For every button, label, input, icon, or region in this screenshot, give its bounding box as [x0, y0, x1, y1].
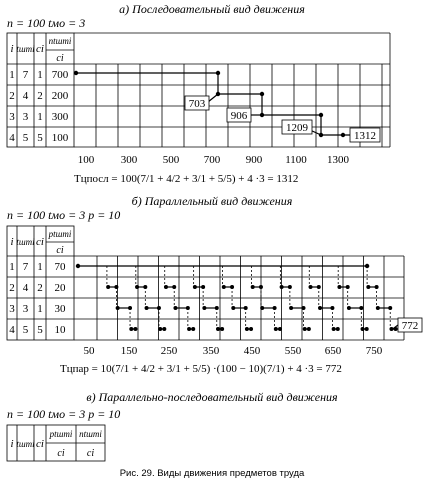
batch-start-dot — [106, 285, 110, 289]
b-tick: 750 — [365, 345, 383, 357]
a-row-2-t: 4 — [22, 90, 29, 102]
batch-end-dot — [162, 327, 166, 331]
a-header-ntc: ci — [56, 53, 64, 64]
b-row-3-c: 1 — [37, 303, 43, 315]
a-row-3-c: 1 — [37, 111, 43, 123]
a-row-1-i: 1 — [9, 69, 15, 81]
b-axis-ticks — [84, 345, 383, 357]
batch-start-dot — [347, 306, 351, 310]
a-tick: 1100 — [285, 154, 307, 166]
batch-start-dot — [158, 327, 162, 331]
batch-end-dot — [191, 327, 195, 331]
batch-start-dot — [309, 285, 313, 289]
batch-start-dot — [260, 306, 264, 310]
batch-start-dot — [245, 327, 249, 331]
b-tick: 650 — [324, 345, 342, 357]
b-row-4 — [9, 324, 66, 336]
batch-end-dot — [336, 327, 340, 331]
b-header-pt: ptштi — [48, 229, 72, 239]
batch-start-dot — [289, 306, 293, 310]
a-row-2-i: 2 — [9, 90, 15, 102]
c-header-t: tштi — [16, 439, 35, 449]
a-tick: 500 — [162, 154, 180, 166]
section-b-formula: Tцпар = 10(7/1 + 4/2 + 3/1 + 5/5) ·(100 − 10)(7/1) + 4 ·3 = 772 — [60, 363, 342, 375]
a-tick: 700 — [203, 154, 221, 166]
b-tick: 150 — [120, 345, 138, 357]
batch-start-dot — [303, 327, 307, 331]
b-row-2-i: 2 — [9, 282, 15, 294]
b-header-c: ci — [36, 236, 44, 248]
b-tick: 250 — [160, 345, 178, 357]
batch-start-dot — [173, 306, 177, 310]
a-header-i: i — [10, 43, 14, 55]
batch-end-dot — [133, 327, 137, 331]
a-tick: 300 — [120, 154, 138, 166]
batch-start-dot — [318, 306, 322, 310]
b-row-4-val: 10 — [54, 324, 66, 336]
batch-start-dot — [337, 285, 341, 289]
b-row-2-t: 4 — [22, 282, 29, 294]
section-c-title: в) Параллельно-последовательный вид движения — [86, 390, 338, 404]
batch-start-dot — [361, 327, 365, 331]
batch-start-dot — [280, 285, 284, 289]
a-tick: 1300 — [327, 154, 349, 166]
b-row-2-val: 20 — [54, 282, 66, 294]
b-row-4-i: 4 — [9, 324, 15, 336]
section-a-title: а) Последовательный вид движения — [119, 2, 305, 16]
a-tick: 100 — [77, 154, 95, 166]
batch-start-dot — [116, 306, 120, 310]
a-header-nt: ntштi — [48, 36, 72, 46]
c-header-i: i — [10, 438, 14, 450]
b-row-3-val: 30 — [54, 303, 66, 315]
tag-1312: 1312 — [354, 130, 376, 142]
tag-703: 703 — [188, 98, 206, 110]
batch-start-dot — [187, 327, 191, 331]
batch-start-dot — [145, 306, 149, 310]
sequential-path — [76, 73, 364, 135]
a-row-1-val: 700 — [51, 69, 69, 81]
b-row-1-i: 1 — [9, 261, 15, 273]
a-row-4-i: 4 — [9, 132, 15, 144]
a-row-4 — [9, 132, 69, 144]
section-b-title: б) Параллельный вид движения — [131, 194, 293, 208]
batch-start-dot — [376, 306, 380, 310]
c-header-ptc: ci — [57, 448, 65, 459]
a-row-1-t: 7 — [22, 69, 29, 81]
batch-start-dot — [222, 285, 226, 289]
batch-start-dot — [216, 327, 220, 331]
b-tick: 550 — [284, 345, 302, 357]
batch-start-dot — [366, 285, 370, 289]
batch-start-dot — [251, 285, 255, 289]
b-row-2 — [9, 282, 66, 294]
batch-end-dot — [278, 327, 282, 331]
b-row-1-val: 70 — [54, 261, 66, 273]
section-b-params: n = 100 tмо = 3 p = 10 — [7, 208, 121, 222]
batch-start-dot — [202, 306, 206, 310]
seq-dot-op3-end — [319, 113, 323, 117]
c-header-c: ci — [36, 438, 44, 450]
seq-start-dot — [74, 71, 78, 75]
c-header-ntc: ci — [86, 448, 95, 459]
section-b-table — [7, 226, 404, 340]
c-header-pt: ptштi — [49, 429, 73, 439]
a-row-3 — [9, 111, 69, 123]
b-header-ptc: ci — [56, 245, 64, 256]
a-row-2-c: 2 — [37, 90, 43, 102]
b-header-i: i — [10, 236, 14, 248]
seq-dot-op1-end — [216, 71, 220, 75]
c-header-nt: ntштi — [79, 429, 102, 439]
b-header-t: tштi — [16, 237, 35, 247]
figure-caption: Рис. 29. Виды движения предметов труда — [119, 468, 305, 479]
batch-start-dot — [129, 327, 133, 331]
b-row-3-i: 3 — [9, 303, 15, 315]
batch-start-dot — [332, 327, 336, 331]
tag-906: 906 — [230, 110, 248, 122]
op1-start-dot — [76, 264, 80, 268]
a-header-t: tштi — [16, 44, 35, 54]
batch-start-dot — [164, 285, 168, 289]
b-tick: 350 — [202, 345, 220, 357]
batch-end-dot — [307, 327, 311, 331]
b-tick: 50 — [83, 345, 95, 357]
b-row-1-t: 7 — [22, 261, 29, 273]
seq-dot-op2-end — [260, 92, 264, 96]
batch-start-dot — [193, 285, 197, 289]
b-row-4-t: 5 — [22, 324, 29, 336]
seq-dot-op4-end — [341, 133, 345, 137]
a-row-3-val: 300 — [51, 111, 69, 123]
a-axis-ticks — [78, 154, 350, 166]
a-row-3-i: 3 — [9, 111, 15, 123]
b-row-2-c: 2 — [37, 282, 43, 294]
b-tick: 450 — [243, 345, 261, 357]
batch-end-dot — [249, 327, 253, 331]
section-a-formula: Tцпосл = 100(7/1 + 4/2 + 3/1 + 5/5) + 4 ·3 = 1312 — [74, 173, 299, 185]
a-row-2-val: 200 — [51, 90, 69, 102]
b-row-1 — [9, 261, 66, 273]
b-row-1-c: 1 — [37, 261, 43, 273]
batch-start-dot — [231, 306, 235, 310]
batch-end-dot — [220, 327, 224, 331]
a-row-4-val: 100 — [51, 132, 69, 144]
a-tick: 900 — [245, 154, 263, 166]
a-row-1-c: 1 — [37, 69, 43, 81]
a-row-4-c: 5 — [37, 132, 43, 144]
b-row-4-c: 5 — [37, 324, 43, 336]
tag-1209: 1209 — [286, 122, 308, 134]
a-row-2 — [9, 90, 69, 102]
batch-end-dot — [365, 327, 369, 331]
a-row-1 — [9, 69, 69, 81]
section-c-params: n = 100 tмо = 3 p = 10 — [7, 407, 121, 421]
a-header-c: ci — [36, 43, 44, 55]
tag-772: 772 — [401, 320, 419, 332]
b-row-3 — [9, 303, 66, 315]
b-row-3-t: 3 — [22, 303, 29, 315]
a-row-4-t: 5 — [22, 132, 29, 144]
section-a-params: n = 100 tмо = 3 — [7, 16, 86, 30]
batch-start-dot — [135, 285, 139, 289]
tag-703-leader — [208, 94, 218, 102]
batch-start-dot — [274, 327, 278, 331]
a-row-3-t: 3 — [22, 111, 29, 123]
parallel-diagram — [76, 264, 398, 331]
